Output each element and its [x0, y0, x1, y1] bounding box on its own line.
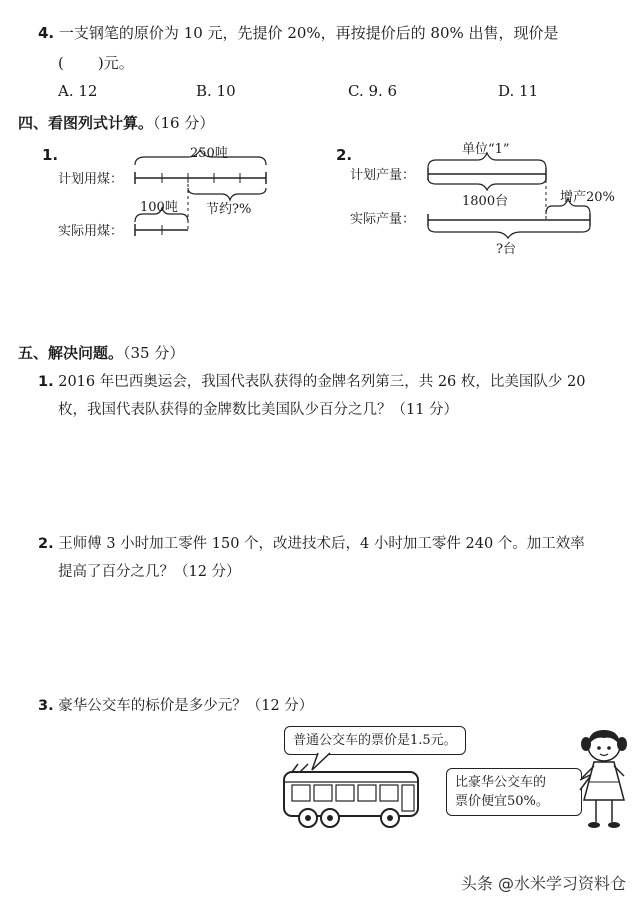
p2-line2: 提高了百分之几？（12 分）	[58, 564, 241, 580]
fig1-part: 100吨	[140, 200, 178, 215]
fig1-number: 1.	[42, 146, 59, 164]
fig2-actual-label: 实际产量：	[350, 212, 416, 227]
q4-option-d: D. 11	[498, 82, 539, 100]
q4-option-b: B. 10	[196, 82, 236, 100]
speech-bubble-bus: 普通公交车的票价是1.5元。	[284, 726, 466, 755]
p1-line2: 枚，我国代表队获得的金牌数比美国队少百分之几？（11 分）	[58, 402, 459, 418]
fig1-saved: 节约?%	[206, 202, 252, 217]
fig2-increase: 增产20%	[560, 190, 615, 205]
p3-number: 3.	[38, 698, 54, 714]
q4-option-c: C. 9. 6	[348, 82, 398, 100]
p2-number: 2.	[38, 536, 54, 552]
section5-score: （35 分）	[123, 344, 185, 362]
p1-number: 1.	[38, 374, 54, 390]
fig2-number: 2.	[336, 146, 353, 164]
q4-text: 一支钢笔的原价为 10 元，先提价 20%，再按提价后的 80% 出售，现价是	[58, 24, 559, 42]
girl-icon	[574, 726, 636, 834]
p2-line1: 2. 王师傅 3 小时加工零件 150 个，改进技术后，4 小时加工零件 240 个。加工效率	[38, 536, 585, 552]
q4-number: 4.	[38, 24, 55, 42]
p3-line1: 3. 豪华公交车的标价是多少元？（12 分）	[38, 698, 314, 714]
p1-line1: 1. 2016 年巴西奥运会，我国代表队获得的金牌名列第三，共 26 枚，比美国队少 20	[38, 374, 586, 390]
q4-option-a: A. 12	[58, 82, 98, 100]
fig1-actual-label: 实际用煤：	[58, 224, 124, 239]
fig1-total: 250吨	[190, 146, 228, 161]
section4-score: （16 分）	[153, 114, 215, 132]
fig2-plan-value: 1800台	[462, 194, 509, 209]
section4-title: 四、看图列式计算。（16 分）	[18, 114, 215, 132]
watermark: 头条 @水米学习资料仓	[460, 874, 626, 893]
q4-paren-open: (	[58, 54, 64, 72]
fig2-unknown: ?台	[496, 242, 516, 257]
fig1-plan-label: 计划用煤：	[58, 172, 124, 187]
speech-bubble-girl: 比豪华公交车的 票价便宜50%。	[446, 768, 582, 816]
fig2-plan-label: 计划产量：	[350, 168, 416, 183]
fig2-unit: 单位“1”	[462, 142, 510, 157]
section5-title: 五、解决问题。（35 分）	[18, 344, 185, 362]
q4-paren-close: )元。	[97, 54, 134, 72]
